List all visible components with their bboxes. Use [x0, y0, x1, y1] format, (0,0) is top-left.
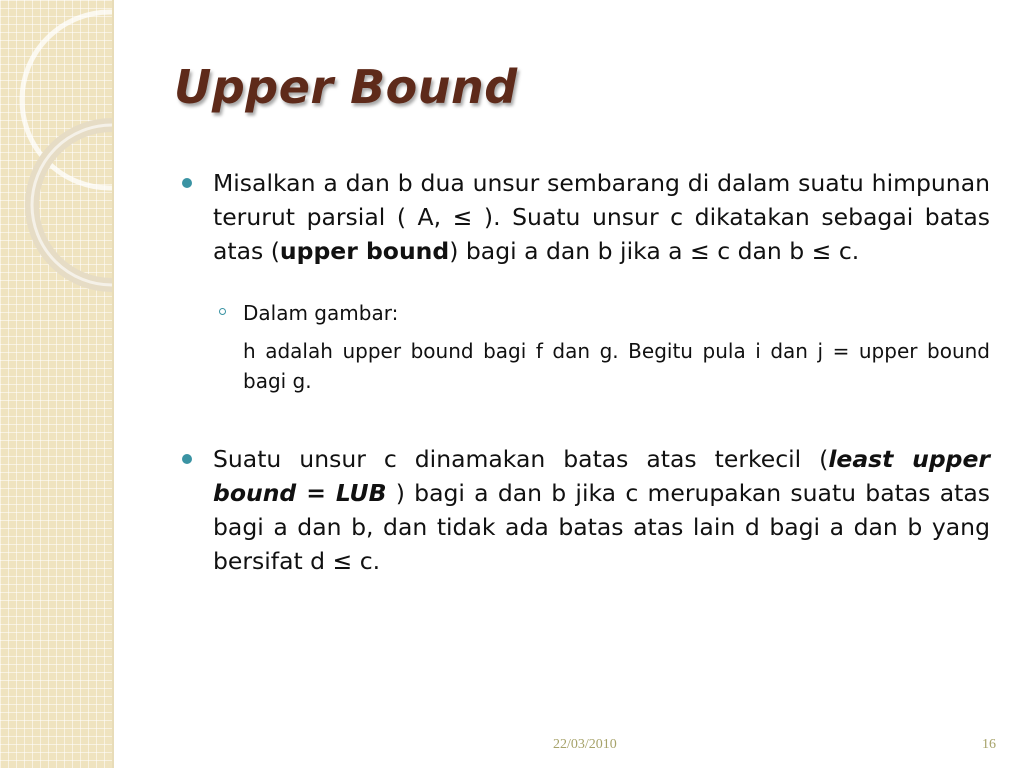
- side-panel-edge: [112, 0, 114, 768]
- ring-medium-inner: [32, 125, 112, 285]
- bullet-dot-icon: [182, 454, 192, 464]
- bullet-lub-definition: [180, 442, 990, 578]
- bullet-dot-icon: [182, 178, 192, 188]
- slide-title: Upper Bound: [174, 60, 518, 114]
- bullet1-text-a: Misalkan a dan b dua unsur sembarang di dalam suatu himpunan terurut parsial ( A, ≤ ). Suatu unsur c dikatakan sebagai batas atas (: [213, 169, 990, 265]
- hollow-bullet-icon: [219, 308, 226, 315]
- bullet-upper-bound-definition: [180, 166, 990, 268]
- ring-large: [22, 12, 112, 188]
- bullet1-text-b: ) bagi a dan b jika a ≤ c dan b ≤ c.: [449, 237, 860, 265]
- bullet2-text-b: ) bagi a dan b jika c merupakan suatu batas atas bagi a dan b, dan tidak ada batas atas lain d bagi a dan b yang bersifat d ≤ c.: [213, 479, 990, 575]
- page-number: 16: [982, 737, 996, 752]
- sub-bullet-figure: [243, 298, 990, 328]
- bullet2-bold-italic-term: least upper bound = LUB: [213, 445, 990, 507]
- decorative-side-panel: [0, 0, 112, 768]
- footer-date: 22/03/2010: [553, 737, 617, 752]
- decorative-rings: [0, 0, 112, 768]
- sub-bullet-body: h adalah upper bound bagi f dan g. Begitu pula i dan j = upper bound bagi g.: [243, 339, 990, 393]
- slide-content: [180, 166, 990, 578]
- ring-medium: [32, 125, 112, 285]
- bullet2-text-a: Suatu unsur c dinamakan batas atas terkecil (: [213, 445, 829, 473]
- bullet1-bold-term: upper bound: [279, 237, 450, 265]
- sub-bullet-label: Dalam gambar:: [243, 301, 399, 325]
